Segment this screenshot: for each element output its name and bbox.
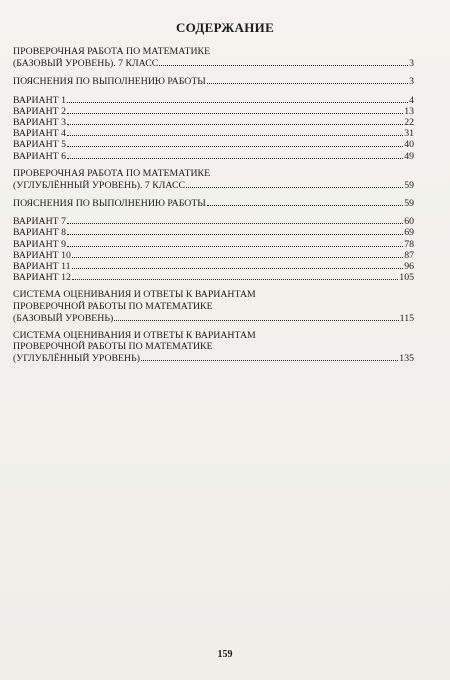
toc-line — [13, 352, 414, 363]
toc-entry-title: ВАРИАНТ 4 — [13, 128, 66, 140]
toc-entry — [13, 330, 414, 364]
toc-entry-page: 115 — [399, 312, 414, 324]
toc-entry-title: ВАРИАНТ 8 — [13, 227, 66, 239]
toc-entry-page: 87 — [404, 249, 414, 261]
toc-entry-title: ВАРИАНТ 10 — [13, 249, 71, 261]
toc-entry — [13, 260, 414, 271]
leader-dots — [67, 238, 403, 247]
leader-dots — [141, 352, 398, 361]
page-title: СОДЕРЖАНИЕ — [175, 20, 275, 35]
leader-dots — [186, 179, 403, 188]
toc-entry-page: 3 — [409, 58, 414, 70]
toc-entry — [13, 46, 414, 68]
toc-line — [13, 341, 414, 352]
toc-entry — [13, 94, 414, 105]
toc-entry — [13, 289, 414, 323]
leader-dots — [72, 260, 404, 269]
toc-line — [13, 46, 414, 57]
leader-dots — [159, 57, 408, 66]
toc-line — [13, 150, 414, 161]
toc-entry-page: 78 — [404, 238, 414, 250]
toc-entry-title: ПРОВЕРОЧНАЯ РАБОТА ПО МАТЕМАТИКЕ — [13, 46, 211, 57]
toc-entry-title: ВАРИАНТ 1 — [13, 94, 66, 106]
leader-dots — [67, 105, 403, 114]
toc-entry-title: ВАРИАНТ 2 — [13, 105, 66, 117]
leader-dots — [67, 127, 403, 136]
toc-entry-title: ПОЯСНЕНИЯ ПО ВЫПОЛНЕНИЮ РАБОТЫ — [13, 198, 206, 210]
toc-line — [13, 138, 414, 149]
spacer — [13, 161, 414, 168]
toc-entry-title: ВАРИАНТ 7 — [13, 216, 66, 228]
toc-entry-page: 105 — [399, 272, 414, 284]
toc-entry — [13, 105, 414, 116]
spacer — [13, 190, 414, 197]
toc-entry-page: 3 — [409, 76, 414, 88]
toc-entry-page: 13 — [404, 105, 414, 117]
toc-line — [13, 215, 414, 226]
toc-entry-title: (УГЛУБЛЁННЫЙ УРОВЕНЬ). 7 КЛАСС — [13, 179, 186, 191]
toc-entry — [13, 150, 414, 161]
toc-entry-title: СИСТЕМА ОЦЕНИВАНИЯ И ОТВЕТЫ К ВАРИАНТАМ — [13, 289, 256, 301]
toc-entry-title: ВАРИАНТ 3 — [13, 116, 66, 128]
leader-dots — [72, 271, 398, 280]
toc-line — [13, 330, 414, 341]
toc-line — [13, 249, 414, 260]
spacer — [13, 323, 414, 330]
leader-dots — [67, 138, 403, 147]
toc-entry-title: (БАЗОВЫЙ УРОВЕНЬ). 7 КЛАСС — [13, 58, 159, 70]
toc-line — [13, 57, 414, 68]
toc-line — [13, 94, 414, 105]
toc-entry — [13, 197, 414, 208]
toc-line — [13, 168, 414, 179]
toc-entry-page: 69 — [404, 227, 414, 239]
toc-entry — [13, 168, 414, 190]
toc-line — [13, 238, 414, 249]
toc-entry-page: 60 — [404, 216, 414, 228]
toc-entry — [13, 75, 414, 86]
toc-line — [13, 289, 414, 300]
toc-entry-page: 22 — [404, 116, 414, 128]
spacer — [13, 87, 414, 94]
leader-dots — [114, 312, 398, 321]
toc-line — [13, 226, 414, 237]
leader-dots — [67, 150, 403, 159]
toc-line — [13, 75, 414, 86]
toc-entry-title: ПРОВЕРОЧНАЯ РАБОТА ПО МАТЕМАТИКЕ — [13, 167, 211, 179]
toc-entry-page: 135 — [399, 353, 414, 365]
toc-line — [13, 179, 414, 190]
toc-entry-page: 31 — [404, 128, 414, 140]
toc-entry-page: 96 — [404, 261, 414, 272]
toc-line — [13, 301, 414, 312]
toc-line — [13, 197, 414, 208]
toc-entry-title: ВАРИАНТ 5 — [13, 139, 66, 151]
leader-dots — [207, 197, 403, 206]
toc-line — [13, 116, 414, 127]
toc-line — [13, 312, 414, 323]
toc-entry-title: ПРОВЕРОЧНОЙ РАБОТЫ ПО МАТЕМАТИКЕ — [13, 300, 213, 312]
toc-entry-title: ВАРИАНТ 9 — [13, 238, 66, 250]
leader-dots — [67, 226, 403, 235]
toc-entry-page: 59 — [404, 198, 414, 210]
leader-dots — [207, 75, 408, 84]
toc-entry-page: 49 — [404, 150, 414, 162]
toc-entry — [13, 249, 414, 260]
toc-entry-title: ПОЯСНЕНИЯ ПО ВЫПОЛНЕНИЮ РАБОТЫ — [13, 76, 206, 88]
toc-entry — [13, 127, 414, 138]
table-of-contents — [13, 46, 414, 364]
leader-dots — [72, 249, 403, 258]
toc-entry-page: 4 — [409, 94, 414, 106]
toc-entry-page: 59 — [404, 179, 414, 191]
toc-entry-title: (БАЗОВЫЙ УРОВЕНЬ) — [13, 312, 114, 324]
spacer — [13, 208, 414, 215]
leader-dots — [67, 215, 403, 224]
spacer — [13, 68, 414, 75]
toc-line — [13, 260, 414, 271]
toc-entry — [13, 116, 414, 127]
toc-entry-title: ВАРИАНТ 12 — [13, 272, 71, 284]
toc-entry-title: ПРОВЕРОЧНОЙ РАБОТЫ ПО МАТЕМАТИКЕ — [13, 341, 213, 353]
toc-entry — [13, 138, 414, 149]
toc-entry — [13, 238, 414, 249]
toc-entry-title: ВАРИАНТ 6 — [13, 150, 66, 162]
toc-entry — [13, 226, 414, 237]
toc-line — [13, 127, 414, 138]
toc-entry-title: (УГЛУБЛЁННЫЙ УРОВЕНЬ) — [13, 353, 140, 365]
toc-line — [13, 271, 414, 282]
toc-entry-title: ВАРИАНТ 11 — [13, 261, 71, 272]
leader-dots — [67, 116, 403, 125]
leader-dots — [67, 94, 408, 103]
toc-line — [13, 105, 414, 116]
toc-entry-title: СИСТЕМА ОЦЕНИВАНИЯ И ОТВЕТЫ К ВАРИАНТАМ — [13, 329, 256, 341]
page-number: 159 — [217, 649, 233, 660]
spacer — [13, 282, 414, 289]
toc-entry — [13, 215, 414, 226]
toc-entry — [13, 271, 414, 282]
toc-entry-page: 40 — [404, 139, 414, 151]
